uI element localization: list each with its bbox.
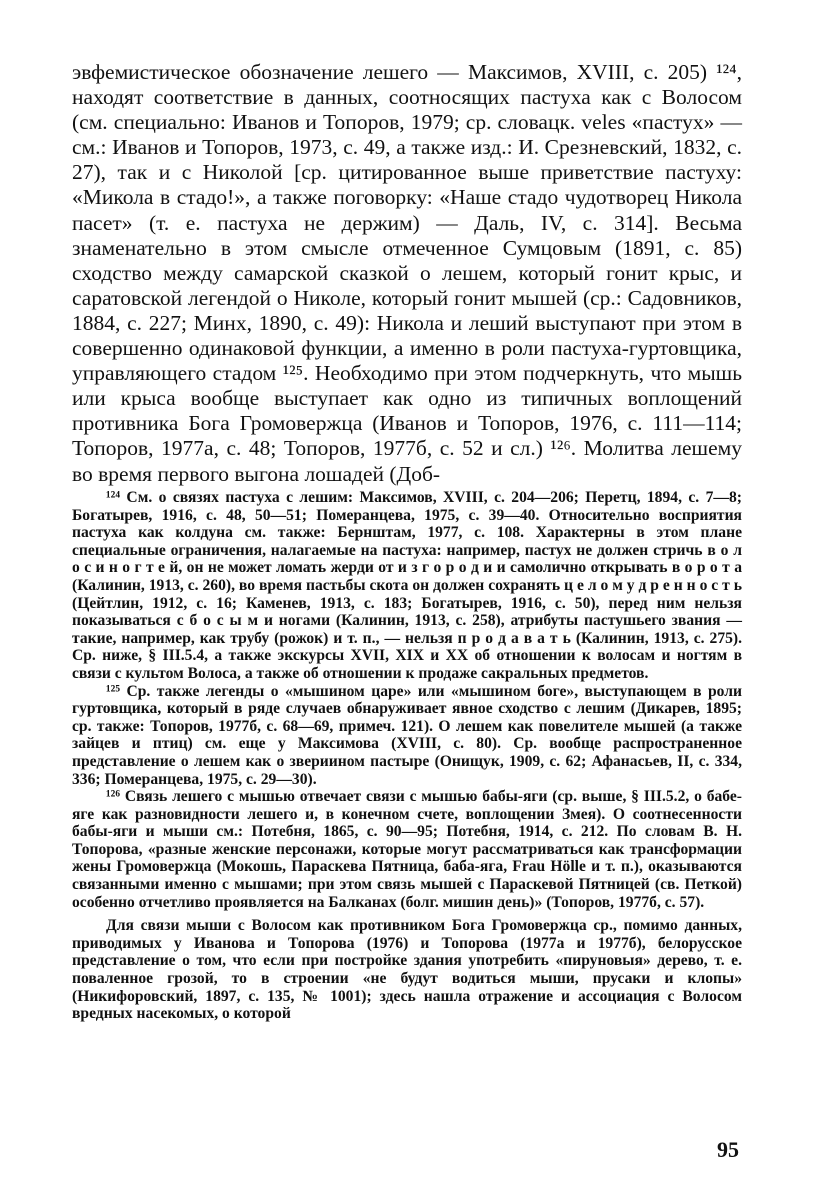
footnote-126: ¹²⁶ Связь лешего с мышью отвечает связи с мышью бабы-яги (ср. выше, § III.5.2, о бабе-яге как разновидности лешего и, в конечном счете, воплощении Змея). О соотнесенности бабы-яги и мыши см.: Потебня, 1865, с. 90—95; Потебня, 1914, с. 212. По словам В. Н. Топорова, «разные женские персонажи, которые могут рассматриваться как трансформации жены Громовержца (Мокошь, Параскева Пятница, баба-яга, Frau Hölle и т. п.), оказываются связанными именно с мышами; при этом связь мышей с Параскевой Пятницей (св. Петкой) особенно отчетливо проявляется на Балканах (болг. мишин день)» (Топоров, 1977б, с. 57). — [72, 788, 742, 911]
footnote-125: ¹²⁵ Ср. также легенды о «мышином царе» или «мышином боге», выступающем в роли гуртовщика, который в ряде случаев обнаруживает явное сходство с лешим (Дикарев, 1895; ср. также: Топоров, 1977б, с. 68—69, примеч. 121). О лешем как повелителе мышей (а также зайцев и птиц) см. еще у Максимова (XVIII, с. 80). Ср. вообще распространенное представление о лешем как о звериином пастыре (Онищук, 1909, с. 62; Афанасьев, II, с. 334, 336; Померанцева, 1975, с. 29—30). — [72, 682, 742, 788]
page-number: 95 — [717, 1137, 739, 1162]
footnote-124: ¹²⁴ См. о связях пастуха с лешим: Максимов, XVIII, с. 204—206; Перетц, 1894, с. 7—8; Богатырев, 1916, с. 48, 50—51; Померанцева, 1975, с. 39—40. Относительно восприятия пастуха как колдуна см. также: Бернштам, 1977, с. 108. Характерны в этом плане специальные ограничения, налагаемые на пастуха: например, пастух не должен стричь в о л о с и н о г т е й, он не может ломать жерди от и з г о р о д и и самолично открывать в о р о т а (Калинин, 1913, с. 260), во время пастьбы скота он должен сохранять ц е л о м у д р е н н о с т ь (Цейтлин, 1912, с. 16; Каменев, 1913, с. 183; Богатырев, 1916, с. 50), перед ним нельзя показываться с б о с ы м и ногами (Калинин, 1913, с. 258), атрибуты пастушьего звания — такие, например, как трубу (рожок) и т. п., — нельзя п р о д а в а т ь (Калинин, 1913, с. 275). Ср. ниже, § III.5.4, а также экскурсы XVII, XIX и XX об отношении к волосам и ногтям в связи с культом Волоса, а также об отношении к продаже сакральных предметов. — [72, 489, 742, 682]
footnote-126-continuation: Для связи мыши с Волосом как противником Бога Громовержца ср., помимо данных, приводимых у Иванова и Топорова (1976) и Топорова (1977а и 1977б), белорусское представление о том, что если при постройке здания употребить «пируновыя» дерево, т. е. поваленное грозой, то в строении «не будут водиться мыши, прусаки и клопы» (Никифоровский, 1897, с. 135, № 1001); здесь нашла отражение и ассоциация с Волосом вредных насекомых, о которой — [72, 917, 742, 1023]
footnotes-block — [72, 489, 742, 1023]
main-text-block — [72, 60, 742, 487]
main-paragraph: эвфемистическое обозначение лешего — Максимов, XVIII, с. 205) ¹²⁴, находят соответствие в данных, соотносящих пастуха как с Волосом (см. специально: Иванов и Топоров, 1979; ср. словацк. veles «пастух» — см.: Иванов и Топоров, 1973, с. 49, а также изд.: И. Срезневский, 1832, с. 27), так и с Николой [ср. цитированное выше приветствие пастуху: «Микола в стадо!», а также поговорку: «Наше стадо чудотворец Никола пасет» (т. е. пастуха не держим) — Даль, IV, с. 314]. Весьма знаменательно в этом смысле отмеченное Сумцовым (1891, с. 85) сходство между самарской сказкой о лешем, который гонит крыс, и саратовской легендой о Николе, который гонит мышей (ср.: Садовников, 1884, с. 227; Минх, 1890, с. 49): Никола и леший выступают при этом в совершенно одинаковой функции, а именно в роли пастуха-гуртовщика, управляющего стадом ¹²⁵. Необходимо при этом подчеркнуть, что мышь или крыса вообще выступает как одно из типичных воплощений противника Бога Громовержца (Иванов и Топоров, 1976, с. 111—114; Топоров, 1977а, с. 48; Топоров, 1977б, с. 52 и сл.) ¹²⁶. Молитва лешему во время первого выгона лошадей (Доб- — [72, 60, 742, 486]
